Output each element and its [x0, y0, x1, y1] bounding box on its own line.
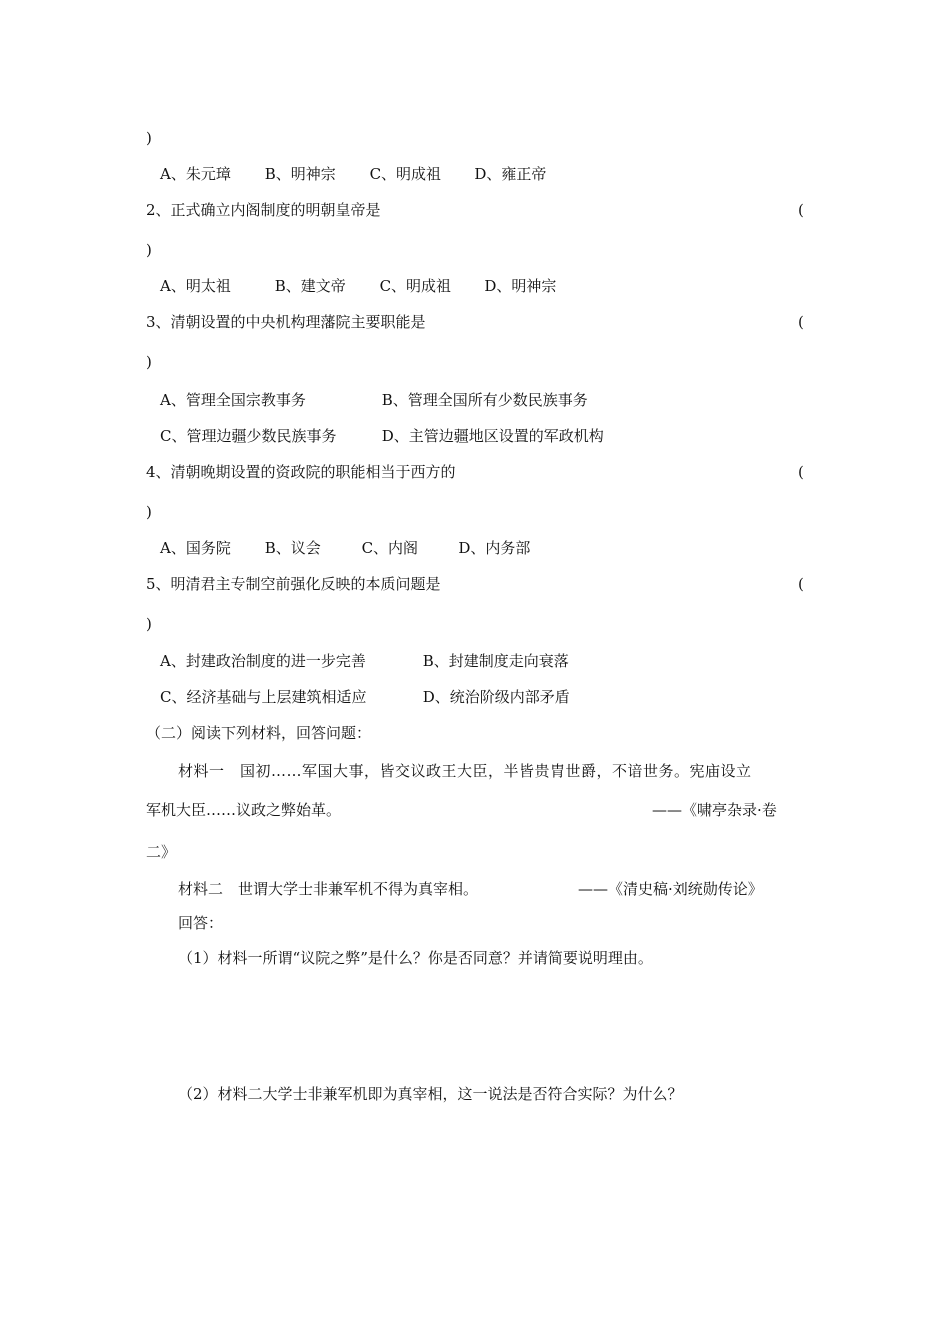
q3-stem: 3、清朝设置的中央机构理藩院主要职能是 [146, 313, 426, 331]
q2-options [160, 276, 556, 296]
material1-source-cont: 二》 [146, 843, 177, 861]
q4-close-paren: ) [146, 503, 152, 521]
q1-close-paren: ) [146, 129, 152, 147]
q5-option-b[interactable]: B、封建制度走向衰落 [422, 652, 569, 670]
q2-option-d[interactable]: D、明神宗 [484, 277, 557, 295]
q5-stem: 5、明清君主专制空前强化反映的本质问题是 [146, 575, 441, 593]
q1-option-d[interactable]: D、雍正帝 [474, 165, 547, 183]
q5-options-row1 [160, 651, 569, 671]
material1-source: ——《啸亭杂录·卷 [652, 801, 777, 819]
q4-stem: 4、清朝晚期设置的资政院的职能相当于西方的 [146, 463, 456, 481]
q5-option-c[interactable]: C、经济基础与上层建筑相适应 [160, 688, 367, 706]
q1-option-c[interactable]: C、明成祖 [369, 165, 442, 183]
answer-label: 回答： [178, 914, 224, 932]
material2-text: 材料二 世谓大学士非兼军机不得为真宰相。 [178, 880, 479, 898]
q4-open-paren: ( [798, 463, 804, 481]
q2-open-paren: ( [798, 201, 804, 219]
q5-close-paren: ) [146, 615, 152, 633]
q5-options-row2 [160, 687, 570, 707]
q3-options-row2 [160, 426, 604, 446]
q1-option-b[interactable]: B、明神宗 [264, 165, 336, 183]
q4-option-d[interactable]: D、内务部 [458, 539, 531, 557]
q4-option-a[interactable]: A、国务院 [160, 539, 231, 557]
q3-option-d[interactable]: D、主管边疆地区设置的军政机构 [381, 427, 604, 445]
q2-close-paren: ) [146, 241, 152, 259]
question-2: （2）材料二大学士非兼军机即为真宰相，这一说法是否符合实际？为什么？ [178, 1085, 683, 1103]
material1-line1: 材料一 国初……军国大事，皆交议政王大臣，半皆贵胄世爵，不谙世务。宪庙设立 [178, 762, 752, 780]
q2-option-a[interactable]: A、明太祖 [160, 277, 231, 295]
q2-option-c[interactable]: C、明成祖 [379, 277, 452, 295]
q4-option-c[interactable]: C、内阁 [361, 539, 419, 557]
question-1: （1）材料一所谓“议院之弊”是什么？你是否同意？并请简要说明理由。 [178, 949, 653, 967]
q1-option-a[interactable]: A、朱元璋 [160, 165, 231, 183]
q4-option-b[interactable]: B、议会 [264, 539, 321, 557]
q5-option-a[interactable]: A、封建政治制度的进一步完善 [160, 652, 366, 670]
material2-source: ——《清史稿·刘统勋传论》 [578, 880, 763, 898]
material1-line2: 军机大臣……议政之弊始革。 [146, 801, 342, 819]
q2-stem: 2、正式确立内阁制度的明朝皇帝是 [146, 201, 381, 219]
section2-heading: （二）阅读下列材料，回答问题： [146, 724, 372, 742]
q3-open-paren: ( [798, 313, 804, 331]
q5-option-d[interactable]: D、统治阶级内部矛盾 [422, 688, 570, 706]
q5-open-paren: ( [798, 575, 804, 593]
q3-close-paren: ) [146, 353, 152, 371]
q4-options [160, 538, 530, 558]
q3-option-a[interactable]: A、管理全国宗教事务 [160, 391, 306, 409]
q2-option-b[interactable]: B、建文帝 [274, 277, 346, 295]
q3-option-c[interactable]: C、管理边疆少数民族事务 [160, 427, 337, 445]
q3-option-b[interactable]: B、管理全国所有少数民族事务 [381, 391, 588, 409]
q1-options [160, 164, 546, 184]
q3-options-row1 [160, 390, 588, 410]
